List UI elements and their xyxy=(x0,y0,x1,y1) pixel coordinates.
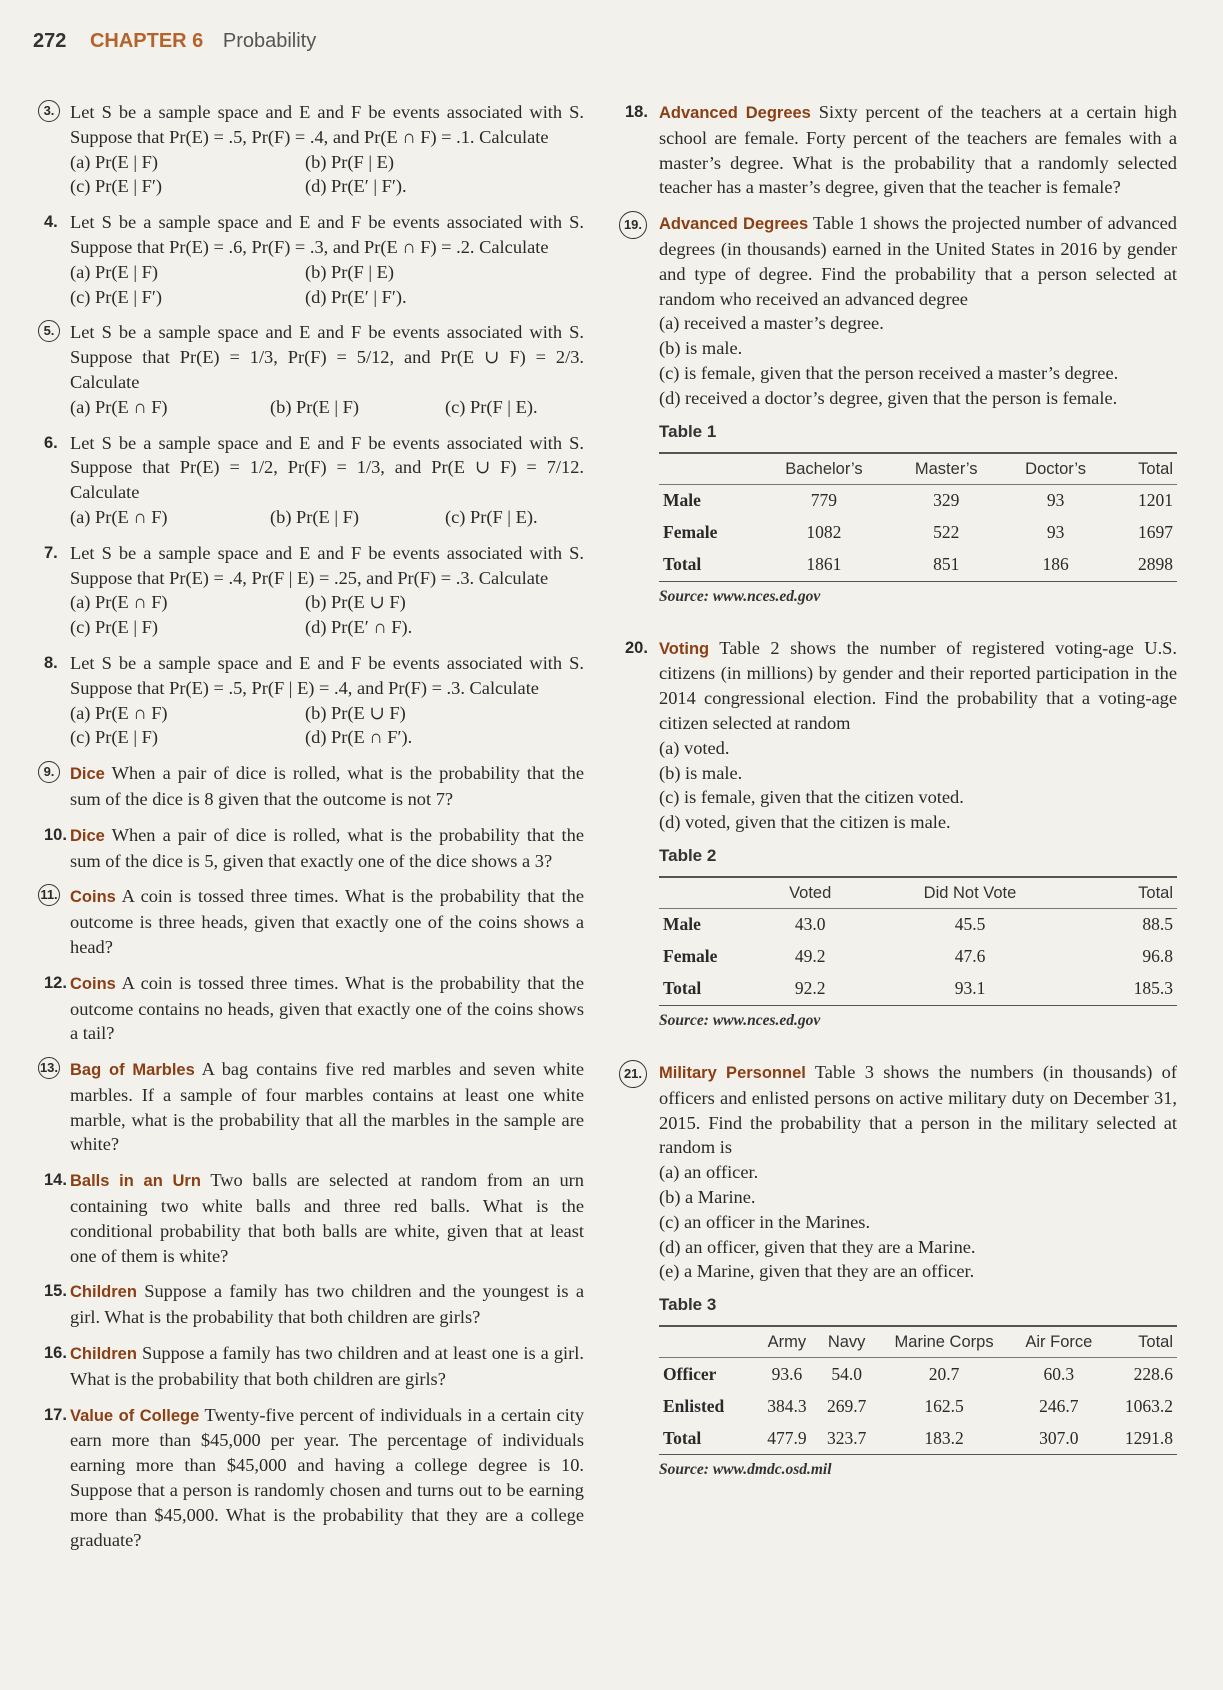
table-cell: 185.3 xyxy=(1133,978,1173,999)
exercise-title: Advanced Degrees xyxy=(659,215,809,234)
row-label: Total xyxy=(663,1427,702,1448)
table-cell: 269.7 xyxy=(826,1395,867,1416)
row-label: Female xyxy=(663,522,718,543)
exercise-parts xyxy=(659,1160,1177,1284)
table-2-title: Table 2 xyxy=(659,845,717,865)
exercise-text: A coin is tossed three times. What is the probability that the outcome is three heads, given that exactly one of the coins shows a head? xyxy=(70,886,584,957)
column-header: Total xyxy=(1138,459,1173,478)
row-label: Total xyxy=(663,554,702,575)
exercise-parts xyxy=(659,311,1177,410)
exercise-4 xyxy=(44,210,584,309)
exercise-number: 13. xyxy=(38,1057,60,1079)
part-b: (b) a Marine. xyxy=(659,1186,756,1207)
part-d: (d) an officer, given that they are a Marine. xyxy=(659,1236,976,1257)
part-c: (c) Pr(E | F′) xyxy=(70,176,162,197)
page-number: 272 xyxy=(33,30,67,52)
table-2 xyxy=(659,876,1177,1006)
table-cell: 323.7 xyxy=(826,1427,867,1448)
table-cell: 1201 xyxy=(1138,490,1173,511)
exercise-10 xyxy=(44,823,584,874)
part-a: (a) received a master’s degree. xyxy=(659,313,884,334)
table-cell: 246.7 xyxy=(1039,1395,1079,1416)
table-cell: 60.3 xyxy=(1043,1363,1075,1384)
exercise-number: 20. xyxy=(625,638,648,657)
exercise-stem: Let S be a sample space and E and F be events associated with S. Suppose that Pr(E) = .4, Pr(F | E) = .25, and Pr(F) = .3. Calculate xyxy=(70,542,584,588)
exercise-text: Table 2 shows the number of registered voting-age U.S. citizens (in millions) by gender and their reported participation in the 2014 congressional election. Find the probability that a voting-age citizen selected at random xyxy=(659,637,1178,733)
table-1 xyxy=(659,452,1177,582)
part-c: (c) an officer in the Marines. xyxy=(659,1211,871,1232)
table-cell: 93 xyxy=(1046,490,1065,511)
part-a: (a) an officer. xyxy=(659,1162,759,1183)
exercise-13 xyxy=(39,1057,584,1157)
exercise-parts xyxy=(70,701,584,751)
part-b: (b) Pr(F | E) xyxy=(305,261,394,282)
exercise-parts xyxy=(70,260,584,310)
part-d: (d) Pr(E′ ∩ F). xyxy=(305,617,413,638)
exercise-text: When a pair of dice is rolled, what is the probability that the sum of the dice is 5, given that exactly one of the dice shows a 3? xyxy=(70,824,584,871)
part-a: (a) Pr(E ∩ F) xyxy=(70,396,168,417)
exercise-8 xyxy=(44,651,584,750)
exercise-text: Two balls are selected at random from an urn containing two white balls and three red balls. What is the conditional probability that both balls are white, given that at least one of them is white? xyxy=(70,1170,585,1266)
table-cell: 2898 xyxy=(1138,554,1173,575)
exercise-11 xyxy=(40,884,584,959)
part-d: (d) Pr(E ∩ F′). xyxy=(305,727,413,748)
table-3-title: Table 3 xyxy=(659,1295,717,1315)
part-b: (b) Pr(F | E) xyxy=(305,151,394,172)
table-cell: 1697 xyxy=(1138,522,1173,543)
row-label: Female xyxy=(663,946,718,967)
table-cell: 307.0 xyxy=(1039,1427,1079,1448)
exercise-number: 3. xyxy=(38,100,60,122)
table-cell: 49.2 xyxy=(794,946,826,967)
right-column xyxy=(625,100,1177,1509)
row-label: Male xyxy=(663,914,701,935)
exercise-number: 21. xyxy=(619,1060,647,1088)
exercise-stem: Let S be a sample space and E and F be events associated with S. Suppose that Pr(E) = .5, Pr(F) = .4, and Pr(E ∩ F) = .1. Calculate xyxy=(70,102,584,147)
part-b: (b) Pr(E | F) xyxy=(270,506,359,527)
part-c: (c) is female, given that the citizen voted. xyxy=(659,787,964,808)
part-d: (d) voted, given that the citizen is male. xyxy=(659,812,951,833)
exercise-text: Suppose a family has two children and the youngest is a girl. What is the probability that both children are girls? xyxy=(70,1281,584,1328)
row-label: Enlisted xyxy=(663,1395,725,1416)
exercise-number: 9. xyxy=(38,761,60,783)
table-cell: 851 xyxy=(933,554,960,575)
table-cell: 779 xyxy=(810,490,838,511)
table-row xyxy=(659,517,1177,549)
table-cell: 93 xyxy=(1046,522,1065,543)
table-cell: 477.9 xyxy=(767,1427,807,1448)
table-row xyxy=(659,973,1177,1006)
chapter-label: CHAPTER 6 xyxy=(89,30,204,52)
table-cell: 45.5 xyxy=(954,914,986,935)
exercise-title: Bag of Marbles xyxy=(70,1061,195,1080)
table-cell: 88.5 xyxy=(1142,914,1173,935)
table-cell: 54.0 xyxy=(831,1363,862,1384)
exercise-number: 17. xyxy=(44,1405,67,1424)
exercise-20 xyxy=(625,636,1177,835)
part-b: (b) is male. xyxy=(659,762,743,783)
exercise-text: Twenty-five percent of individuals in a certain city earn more than $45,000 per year. The percentage of individuals earning more than $45,000 and having a college degree is 10. Suppose that a person is randomly chosen and turns out to be earning more than $45,000. What is the probability that they are a college graduate? xyxy=(70,1404,585,1550)
table-3 xyxy=(659,1325,1177,1455)
part-b: (b) Pr(E | F) xyxy=(270,396,359,417)
column-header xyxy=(659,453,757,485)
exercise-text: Table 1 shows the projected number of advanced degrees (in thousands) earned in the United States in 2016 by gender and type of degree. Find the probability that a person selected at random who received an advanced degree xyxy=(659,213,1177,309)
exercise-9 xyxy=(44,761,584,812)
exercise-parts xyxy=(70,395,584,420)
exercise-text: A bag contains five red marbles and seven white marbles. If a sample of four marbles contains at least one white marble, what is the probability that all the marbles in the sample are white? xyxy=(70,1059,584,1155)
row-label: Male xyxy=(663,490,701,511)
exercise-number: 5. xyxy=(38,320,60,342)
column-header: Voted xyxy=(789,883,832,902)
exercise-3 xyxy=(44,100,584,199)
exercise-text: Suppose a family has two children and at least one is a girl. What is the probability that both children are girls? xyxy=(70,1343,584,1389)
exercise-number: 10. xyxy=(44,825,67,844)
exercise-number: 18. xyxy=(625,103,648,121)
table-cell: 162.5 xyxy=(924,1395,964,1416)
table-cell: 47.6 xyxy=(954,946,986,967)
exercise-title: Children xyxy=(70,1283,137,1302)
column-header: Did Not Vote xyxy=(923,883,1017,902)
exercise-parts xyxy=(70,505,584,530)
exercise-21 xyxy=(625,1060,1177,1284)
table-cell: 93.1 xyxy=(954,978,986,999)
column-header: Air Force xyxy=(1025,1333,1093,1352)
part-b: (b) is male. xyxy=(659,338,743,359)
exercise-title: Value of College xyxy=(70,1406,200,1425)
exercise-number: 16. xyxy=(44,1344,67,1363)
table-cell: 183.2 xyxy=(924,1427,964,1448)
exercise-title: Dice xyxy=(70,765,105,784)
exercise-12 xyxy=(44,971,584,1046)
exercise-title: Military Personnel xyxy=(659,1063,806,1082)
part-d: (d) Pr(E′ | F′). xyxy=(305,286,407,307)
part-a: (a) Pr(E | F) xyxy=(70,261,158,282)
column-header xyxy=(659,877,757,909)
exercise-number: 19. xyxy=(619,211,647,239)
exercise-parts xyxy=(659,736,1177,835)
column-header: Total xyxy=(1138,883,1173,902)
column-header: Bachelor’s xyxy=(785,459,863,478)
exercise-number: 12. xyxy=(44,973,67,992)
exercise-5 xyxy=(44,320,584,419)
exercise-parts xyxy=(70,590,584,640)
row-label: Total xyxy=(663,978,702,999)
exercise-text: Sixty percent of the teachers at a certain high school are female. Forty percent of the teachers are females with a master’s degree. What is the probability that a randomly selected teacher has a master’s degree, given that the teacher is female? xyxy=(659,102,1177,198)
column-header: Marine Corps xyxy=(894,1333,994,1352)
table-row xyxy=(659,1390,1177,1422)
exercise-14 xyxy=(44,1168,584,1268)
exercise-title: Advanced Degrees xyxy=(659,104,811,122)
exercise-6 xyxy=(44,431,584,530)
exercise-text: Table 3 shows the numbers (in thousands) of officers and enlisted persons on active military duty on December 31, 2015. Find the probability that a person in the military selected at random is xyxy=(659,1061,1177,1158)
exercise-title: Dice xyxy=(70,826,105,845)
exercise-text: A coin is tossed three times. What is the probability that the outcome contains no heads, given that exactly one of the coins shows a tail? xyxy=(70,972,584,1044)
exercise-7 xyxy=(44,541,584,640)
part-c: (c) Pr(E | F) xyxy=(70,617,158,638)
part-b: (b) Pr(E ∪ F) xyxy=(305,592,406,613)
column-header: Master’s xyxy=(914,459,978,478)
exercise-number: 15. xyxy=(44,1282,67,1301)
exercise-parts xyxy=(70,150,584,200)
exercise-title: Coins xyxy=(70,974,116,993)
exercise-number: 6. xyxy=(44,433,58,452)
exercise-19 xyxy=(625,211,1177,410)
exercise-title: Voting xyxy=(659,639,710,658)
part-e: (e) a Marine, given that they are an officer. xyxy=(659,1261,975,1282)
row-label: Officer xyxy=(663,1363,717,1384)
table-1-source: Source: www.nces.ed.gov xyxy=(659,587,821,605)
table-row xyxy=(659,941,1177,973)
exercise-text: When a pair of dice is rolled, what is the probability that the sum of the dice is 8 given that the outcome is not 7? xyxy=(70,763,584,809)
part-a: (a) Pr(E ∩ F) xyxy=(70,592,168,613)
exercise-stem: Let S be a sample space and E and F be events associated with S. Suppose that Pr(E) = .6, Pr(F) = .3, and Pr(E ∩ F) = .2. Calculate xyxy=(70,212,584,257)
part-a: (a) Pr(E ∩ F) xyxy=(70,702,168,723)
part-a: (a) voted. xyxy=(659,737,730,758)
table-1-title: Table 1 xyxy=(659,421,717,441)
table-cell: 522 xyxy=(933,522,960,543)
exercise-15 xyxy=(44,1279,584,1330)
table-row xyxy=(659,1422,1177,1455)
table-cell: 96.8 xyxy=(1142,946,1173,967)
table-cell: 92.2 xyxy=(794,978,826,999)
table-2-source: Source: www.nces.ed.gov xyxy=(659,1011,821,1029)
part-c: (c) Pr(E | F′) xyxy=(70,286,162,307)
exercise-18 xyxy=(625,100,1177,200)
table-row xyxy=(659,1358,1177,1391)
part-d: (d) Pr(E′ | F′). xyxy=(305,176,407,197)
table-cell: 43.0 xyxy=(794,914,826,935)
part-a: (a) Pr(E | F) xyxy=(70,151,158,172)
table-cell: 228.6 xyxy=(1133,1363,1173,1384)
table-cell: 93.6 xyxy=(771,1363,803,1384)
exercise-title: Children xyxy=(70,1345,137,1364)
table-row xyxy=(659,908,1177,941)
part-b: (b) Pr(E ∪ F) xyxy=(305,702,406,723)
exercise-stem: Let S be a sample space and E and F be events associated with S. Suppose that Pr(E) = 1/3, Pr(F) = 5/12, and Pr(E ∪ F) = 2/3. Calculate xyxy=(70,322,584,392)
part-c: (c) Pr(F | E). xyxy=(445,396,538,417)
left-column xyxy=(39,100,585,1563)
column-header xyxy=(659,1326,757,1358)
exercise-16 xyxy=(44,1341,584,1392)
part-c: (c) Pr(F | E). xyxy=(445,506,538,527)
section-label: Probability xyxy=(222,30,317,52)
exercise-number: 7. xyxy=(44,543,58,562)
exercise-17 xyxy=(44,1403,584,1553)
exercise-stem: Let S be a sample space and E and F be events associated with S. Suppose that Pr(E) = .5, Pr(F | E) = .4, and Pr(F) = .3. Calculate xyxy=(70,652,584,698)
table-cell: 384.3 xyxy=(767,1395,807,1416)
table-cell: 1082 xyxy=(806,522,842,543)
table-cell: 329 xyxy=(933,490,960,511)
table-cell: 1291.8 xyxy=(1124,1427,1173,1448)
table-cell: 1861 xyxy=(806,554,842,575)
exercise-stem: Let S be a sample space and E and F be events associated with S. Suppose that Pr(E) = 1/2, Pr(F) = 1/3, and Pr(E ∪ F) = 7/12. Calculate xyxy=(70,432,584,503)
table-cell: 20.7 xyxy=(928,1363,960,1384)
table-row xyxy=(659,484,1177,517)
table-row xyxy=(659,549,1177,582)
column-header: Total xyxy=(1138,1333,1173,1352)
column-header: Navy xyxy=(827,1333,866,1352)
part-d: (d) received a doctor’s degree, given that the person is female. xyxy=(659,387,1118,408)
column-header: Army xyxy=(767,1333,807,1352)
part-a: (a) Pr(E ∩ F) xyxy=(70,506,168,527)
exercise-number: 14. xyxy=(44,1171,67,1190)
exercise-number: 4. xyxy=(44,213,58,232)
part-c: (c) is female, given that the person received a master’s degree. xyxy=(659,362,1119,383)
table-cell: 186 xyxy=(1042,554,1069,575)
page-header xyxy=(33,30,316,53)
exercise-title: Coins xyxy=(70,888,116,907)
exercise-title: Balls in an Urn xyxy=(70,1172,201,1191)
table-cell: 1063.2 xyxy=(1124,1395,1173,1416)
table-3-source: Source: www.dmdc.osd.mil xyxy=(659,1461,832,1479)
exercise-number: 11. xyxy=(38,884,60,906)
exercise-number: 8. xyxy=(44,653,58,672)
column-header: Doctor’s xyxy=(1025,459,1086,478)
part-c: (c) Pr(E | F) xyxy=(70,727,158,748)
